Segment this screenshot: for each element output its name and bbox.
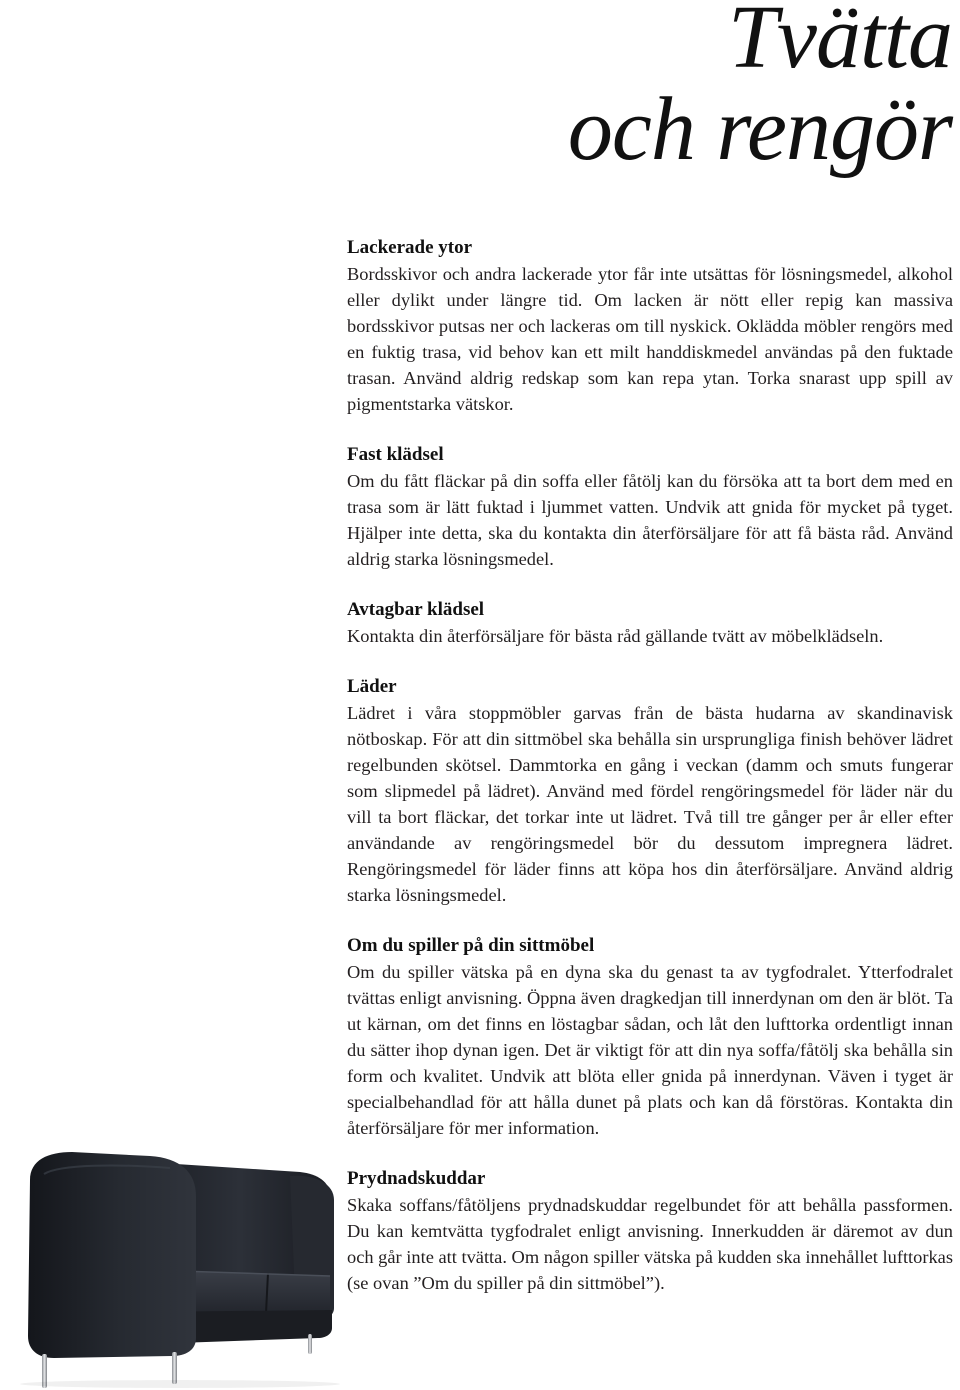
section-prydnadskuddar <box>347 1166 953 1296</box>
section-spill <box>347 933 953 1141</box>
section-body: Lädret i våra stoppmöbler garvas från de bästa hudarna av skandinavisk nötboskap. För att din sittmöbel ska behålla sin ursprungliga finish behöver lädret regelbunden skötsel. Dammtorka en gång i veckan (damm och smuts fungerar som slipmedel på lädret). Använd med fördel rengöringsmedel för läder när du vill ta bort fläckar, det torkar inte ut lädret. Två till tre gånger per år eller efter användande av rengöringsmedel bör du dessutom impregnera lädret. Rengöringsmedel för läder finns att köpa hos din återförsäljare. Använd aldrig starka lösningsmedel. <box>347 703 953 905</box>
section-lader <box>347 674 953 908</box>
section-heading: Läder <box>347 676 397 697</box>
section-avtagbar-kladsel <box>347 597 953 649</box>
section-heading: Lackerade ytor <box>347 237 473 258</box>
section-fast-kladsel <box>347 442 953 572</box>
section-body: Bordsskivor och andra lackerade ytor får inte utsättas för lösningsmedel, alkohol eller dylikt under längre tid. Om lacken är nött eller repig kan massiva bordsskivor putsas ner och lackeras om till nyskick. Oklädda möbler rengörs med en fuktig trasa, vid behov kan ett milt handdiskmedel användas på den fuktade trasan. Använd aldrig redskap som kan repa ytan. Torka snarast upp spill av pigmentstarka vätskor. <box>347 264 953 414</box>
section-heading: Avtagbar klädsel <box>347 599 485 620</box>
section-heading: Prydnadskuddar <box>347 1168 486 1189</box>
section-body: Kontakta din återförsäljare för bästa råd gällande tvätt av möbelklädseln. <box>347 626 884 646</box>
title-line-2: och rengör <box>567 80 952 179</box>
section-body: Om du spiller vätska på en dyna ska du genast ta av tygfodralet. Ytterfodralet tvättas enligt anvisning. Öppna även dragkedjan till innerdynan om den är blöt. Ta ut kärnan, om det finns en löstagbar sådan, och låt den lufttorka ordentligt innan du sätter ihop dynan igen. Det är viktigt för att din nya soffa/fåtölj ska behålla sin form och kvalitet. Undvik att blöta eller gnida på innerdynan. Väven i tyget är specialbehandlad för att hålla dunet på plats och kan då förstöras. Kontakta din återförsäljare för mer information. <box>347 962 953 1138</box>
section-body: Om du fått fläckar på din soffa eller fåtölj kan du försöka att ta bort dem med en trasa som är lätt fuktad i ljummet vatten. Undvik att gnida för mycket på tyget. Hjälper inte detta, ska du kontakta din återförsäljare för att få bästa råd. Använd aldrig starka lösningsmedel. <box>347 471 953 569</box>
section-body: Skaka soffans/fåtöljens prydnadskuddar regelbundet för att behålla passformen. Du kan kemtvätta tygfodralet enligt anvisning. Innerkudden är däremot av dun och går inte att tvätta. Om någon spiller vätska på kudden ska innehållet lufttorkas (se ovan ”Om du spiller på din sittmöbel”). <box>347 1195 953 1293</box>
section-heading: Om du spiller på din sittmöbel <box>347 935 595 956</box>
section-heading: Fast klädsel <box>347 444 444 465</box>
section-lackerade-ytor <box>347 235 953 417</box>
page-title <box>567 0 952 179</box>
care-instructions <box>347 235 953 1296</box>
title-line-1: Tvätta <box>727 0 952 87</box>
sofa-image <box>0 1130 345 1390</box>
